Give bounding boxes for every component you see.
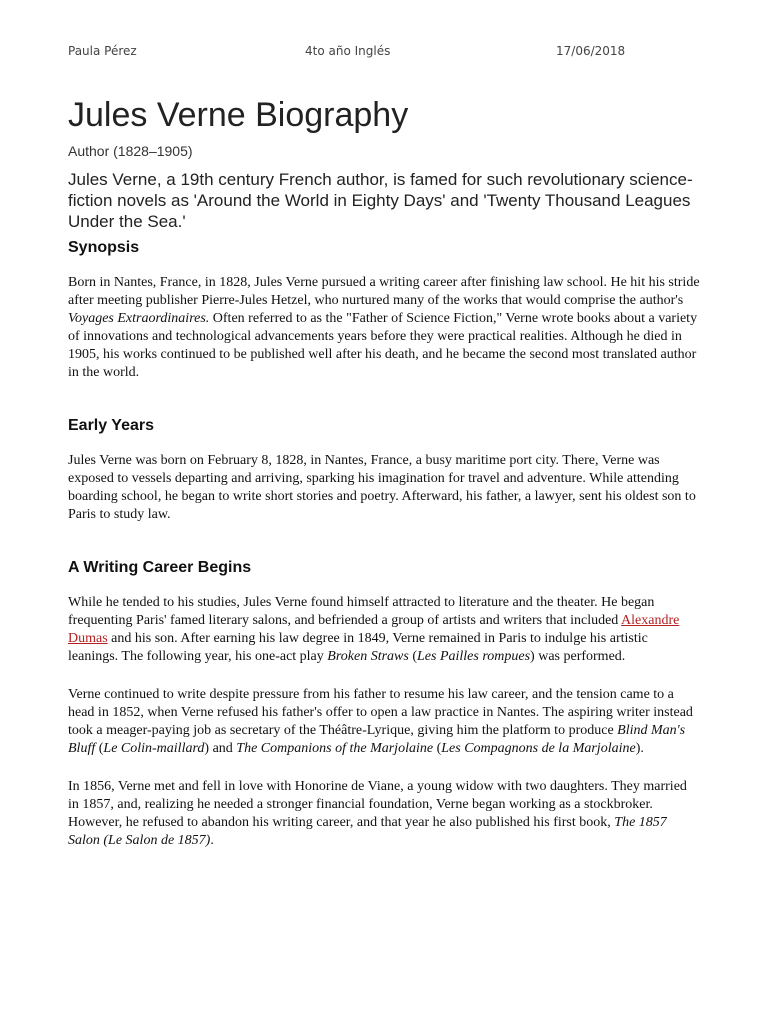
career-paragraph-2: Verne continued to write despite pressure from his father to resume his law career, and the tension came to a head in 1852, when Verne refused his father's offer to open a law practice in Nantes. The aspiring writer instead took a meager-paying job as secretary of the Théâtre-Lyrique, giving him the platform to produce Blind Man's Bluff (Le Colin-maillard) and The Companions of the Marjolaine (Les Compagnons de la Marjolaine).: [68, 687, 693, 756]
header-course: 4to año Inglés: [305, 44, 391, 58]
header-author: Paula Pérez: [68, 44, 137, 58]
page-title: Jules Verne Biography: [68, 96, 409, 134]
career-heading: A Writing Career Begins: [68, 559, 252, 576]
document-body: [68, 94, 700, 850]
lead-paragraph: Jules Verne, a 19th century French author, is famed for such revolutionary science-fiction novels as 'Around the World in Eighty Days' and 'Twenty Thousand Leagues Under the Sea.': [68, 170, 693, 231]
alexandre-dumas-link[interactable]: Alexandre Dumas: [68, 613, 680, 646]
early-years-paragraph: Jules Verne was born on February 8, 1828, in Nantes, France, a busy maritime port city. There, Verne was exposed to vessels departing and arriving, sparking his imagination for travel and adventure. While attending boarding school, he began to write short stories and poetry. Afterward, his father, a lawyer, sent his oldest son to Paris to study law.: [68, 453, 696, 522]
header-date: 17/06/2018: [556, 44, 626, 58]
synopsis-paragraph: Born in Nantes, France, in 1828, Jules Verne pursued a writing career after finishing law school. He hit his stride after meeting publisher Pierre-Jules Hetzel, who nurtured many of the works that would comprise the author's Voyages Extraordinaires. Often referred to as the "Father of Science Fiction," Verne wrote books about a variety of innovations and technological advancements years before they were practical realities. Although he died in 1905, his works continued to be published well after his death, and he became the second most translated author in the world.: [68, 275, 700, 380]
career-paragraph-1: While he tended to his studies, Jules Verne found himself attracted to literature and the theater. He began frequenting Paris' famed literary salons, and befriended a group of artists and writers that included Alexandre Dumas and his son. After earning his law degree in 1849, Verne remained in Paris to indulge his artistic leanings. The following year, his one-act play Broken Straws (Les Pailles rompues) was performed.: [68, 595, 680, 664]
career-paragraph-3: In 1856, Verne met and fell in love with Honorine de Viane, a young widow with two daughters. They married in 1857, and, realizing he needed a stronger financial foundation, Verne began working as a stockbroker. However, he refused to abandon his writing career, and that year he also published his first book, The 1857 Salon (Le Salon de 1857).: [68, 779, 687, 848]
page-header: [0, 44, 768, 64]
italic-title: Voyages Extraordinaires.: [68, 311, 210, 326]
page-subtitle: Author (1828–1905): [68, 143, 193, 159]
early-years-heading: Early Years: [68, 417, 155, 434]
synopsis-heading: Synopsis: [68, 239, 140, 256]
